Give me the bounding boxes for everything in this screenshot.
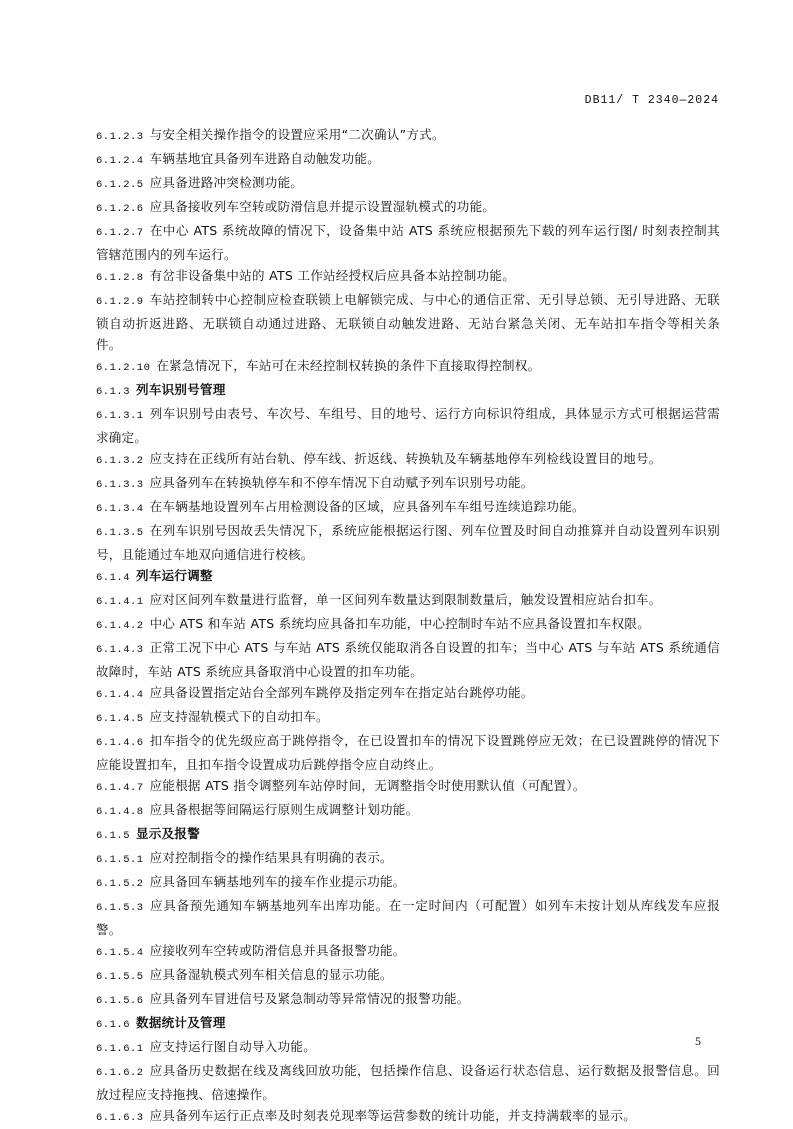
clause-paragraph bbox=[96, 895, 720, 940]
section-title: 数据统计及管理 bbox=[136, 1015, 226, 1030]
clause-text: 应对控制指令的操作结果具有明确的表示。 bbox=[149, 850, 393, 865]
clause-number: 6.1.5.5 bbox=[96, 971, 144, 983]
clause-paragraph bbox=[96, 1105, 720, 1129]
clause-text: 车辆基地宜具备列车进路自动触发功能。 bbox=[149, 151, 381, 166]
clause-paragraph bbox=[96, 196, 720, 220]
clause-paragraph bbox=[96, 682, 720, 706]
clause-number: 6.1.2.7 bbox=[96, 227, 144, 239]
clause-number: 6.1.2.5 bbox=[96, 179, 144, 191]
clause-text: 扣车指令的优先级应高于跳停指令，在已设置扣车的情况下设置跳停应无效；在已设置跳停的情况下应能设置扣车，且扣车指令设置成功后跳停指令应自动终止。 bbox=[96, 733, 720, 772]
clause-number: 6.1.2.9 bbox=[96, 296, 144, 308]
section-heading bbox=[96, 1012, 720, 1036]
clause-text: 在车辆基地设置列车占用检测设备的区域，应具备列车车组号连续追踪功能。 bbox=[149, 499, 585, 514]
clause-paragraph bbox=[96, 520, 720, 565]
clause-number: 6.1.3.5 bbox=[96, 527, 144, 539]
clause-paragraph bbox=[96, 496, 720, 520]
clause-number: 6.1.3.1 bbox=[96, 410, 144, 422]
clause-text: 应具备列车冒进信号及紧急制动等异常情况的报警功能。 bbox=[149, 991, 470, 1006]
document-code-header: DB11/ T 2340—2024 bbox=[584, 94, 719, 107]
section-heading bbox=[96, 823, 720, 847]
clause-paragraph bbox=[96, 637, 720, 682]
clause-number: 6.1.4.2 bbox=[96, 620, 144, 632]
clause-paragraph bbox=[96, 124, 720, 148]
clause-paragraph bbox=[96, 220, 720, 265]
section-title: 列车运行调整 bbox=[136, 568, 213, 583]
clause-paragraph bbox=[96, 448, 720, 472]
section-number: 6.1.6 bbox=[96, 1019, 131, 1031]
document-body bbox=[96, 124, 720, 1129]
section-number: 6.1.3 bbox=[96, 386, 131, 398]
clause-text: 在中心 ATS 系统故障的情况下，设备集中站 ATS 系统应根据预先下载的列车运行图/ 时刻表控制其管辖范围内的列车运行。 bbox=[96, 223, 720, 262]
section-number: 6.1.5 bbox=[96, 830, 131, 842]
clause-paragraph bbox=[96, 172, 720, 196]
clause-text: 应具备设置指定站台全部列车跳停及指定列车在指定站台跳停功能。 bbox=[149, 685, 534, 700]
clause-text: 应具备预先通知车辆基地列车出库功能。在一定时间内（可配置）如列车未按计划从库线发车应报警。 bbox=[96, 898, 720, 937]
clause-paragraph bbox=[96, 940, 720, 964]
clause-number: 6.1.2.10 bbox=[96, 362, 151, 374]
clause-number: 6.1.3.2 bbox=[96, 455, 144, 467]
section-title: 列车识别号管理 bbox=[136, 382, 226, 397]
section-heading bbox=[96, 565, 720, 589]
clause-text: 应接收列车空转或防滑信息并具备报警功能。 bbox=[149, 943, 406, 958]
clause-text: 有岔非设备集中站的 ATS 工作站经授权后应具备本站控制功能。 bbox=[149, 268, 516, 283]
clause-text: 应支持运行图自动导入功能。 bbox=[149, 1039, 317, 1054]
clause-number: 6.1.3.4 bbox=[96, 503, 144, 515]
clause-text: 应具备历史数据在线及离线回放功能，包括操作信息、设备运行状态信息、运行数据及报警信息。回放过程应支持拖拽、倍速操作。 bbox=[96, 1063, 720, 1102]
clause-number: 6.1.4.6 bbox=[96, 737, 144, 749]
clause-paragraph bbox=[96, 847, 720, 871]
clause-text: 应支持在正线所有站台轨、停车线、折返线、转换轨及车辆基地停车列检线设置目的地号。 bbox=[149, 451, 662, 466]
clause-number: 6.1.6.2 bbox=[96, 1067, 144, 1079]
clause-text: 与安全相关操作指令的设置应采用“二次确认”方式。 bbox=[149, 127, 445, 142]
clause-paragraph bbox=[96, 148, 720, 172]
section-heading bbox=[96, 379, 720, 403]
clause-paragraph bbox=[96, 403, 720, 448]
section-title: 显示及报警 bbox=[136, 826, 201, 841]
clause-paragraph bbox=[96, 613, 720, 637]
clause-number: 6.1.2.8 bbox=[96, 272, 144, 284]
clause-paragraph bbox=[96, 871, 720, 895]
clause-text: 在紧急情况下，车站可在未经控制权转换的条件下直接取得控制权。 bbox=[156, 358, 541, 373]
clause-text: 应具备回车辆基地列车的接车作业提示功能。 bbox=[149, 874, 406, 889]
clause-number: 6.1.6.1 bbox=[96, 1043, 144, 1055]
clause-text: 应具备湿轨模式列车相关信息的显示功能。 bbox=[149, 967, 393, 982]
clause-text: 应对区间列车数量进行监督，单一区间列车数量达到限制数量后，触发设置相应站台扣车。 bbox=[149, 592, 662, 607]
clause-number: 6.1.5.3 bbox=[96, 902, 144, 914]
clause-number: 6.1.3.3 bbox=[96, 479, 144, 491]
clause-text: 应具备根据等间隔运行原则生成调整计划功能。 bbox=[149, 802, 419, 817]
clause-paragraph bbox=[96, 589, 720, 613]
clause-number: 6.1.4.3 bbox=[96, 644, 144, 656]
section-number: 6.1.4 bbox=[96, 572, 131, 584]
clause-text: 在列车识别号因故丢失情况下，系统应能根据运行图、列车位置及时间自动推算并自动设置列车识别号，且能通过车地双向通信进行校核。 bbox=[96, 523, 720, 562]
clause-text: 车站控制转中心控制应检查联锁上电解锁完成、与中心的通信正常、无引导总锁、无引导进路、无联锁自动折返进路、无联锁自动通过进路、无联锁自动触发进路、无站台紧急关闭、无车站扣车指令等相关条件。 bbox=[96, 292, 720, 352]
clause-number: 6.1.6.3 bbox=[96, 1112, 144, 1124]
clause-paragraph bbox=[96, 799, 720, 823]
clause-text: 正常工况下中心 ATS 与车站 ATS 系统仅能取消各自设置的扣车；当中心 ATS 与车站 ATS 系统通信故障时，车站 ATS 系统应具备取消中心设置的扣车功能。 bbox=[96, 640, 720, 679]
clause-text: 应能根据 ATS 指令调整列车站停时间，无调整指令时使用默认值（可配置）。 bbox=[149, 778, 586, 793]
clause-text: 列车识别号由表号、车次号、车组号、目的地号、运行方向标识符组成，具体显示方式可根据运营需求确定。 bbox=[96, 406, 720, 445]
clause-number: 6.1.5.1 bbox=[96, 854, 144, 866]
clause-text: 应具备列车在转换轨停车和不停车情况下自动赋予列车识别号功能。 bbox=[149, 475, 534, 490]
clause-number: 6.1.5.6 bbox=[96, 995, 144, 1007]
clause-number: 6.1.4.1 bbox=[96, 596, 144, 608]
clause-number: 6.1.2.3 bbox=[96, 131, 144, 143]
clause-paragraph bbox=[96, 1036, 720, 1060]
clause-text: 应具备接收列车空转或防滑信息并提示设置湿轨模式的功能。 bbox=[149, 199, 496, 214]
clause-paragraph bbox=[96, 1060, 720, 1105]
clause-text: 应具备进路冲突检测功能。 bbox=[149, 175, 304, 190]
clause-paragraph bbox=[96, 964, 720, 988]
clause-number: 6.1.2.4 bbox=[96, 155, 144, 167]
clause-paragraph bbox=[96, 472, 720, 496]
clause-text: 应具备列车运行正点率及时刻表兑现率等运营参数的统计功能，并支持满载率的显示。 bbox=[149, 1108, 637, 1123]
clause-paragraph bbox=[96, 730, 720, 775]
clause-text: 应支持湿轨模式下的自动扣车。 bbox=[149, 709, 329, 724]
clause-paragraph bbox=[96, 265, 720, 289]
page-number: 5 bbox=[695, 1034, 701, 1048]
clause-paragraph bbox=[96, 706, 720, 730]
clause-number: 6.1.5.4 bbox=[96, 947, 144, 959]
clause-number: 6.1.4.5 bbox=[96, 713, 144, 725]
clause-number: 6.1.4.8 bbox=[96, 806, 144, 818]
clause-paragraph bbox=[96, 355, 720, 379]
clause-number: 6.1.5.2 bbox=[96, 878, 144, 890]
clause-text: 中心 ATS 和车站 ATS 系统均应具备扣车功能，中心控制时车站不应具备设置扣车权限。 bbox=[149, 616, 651, 631]
clause-paragraph bbox=[96, 289, 720, 355]
clause-paragraph bbox=[96, 775, 720, 799]
clause-paragraph bbox=[96, 988, 720, 1012]
clause-number: 6.1.2.6 bbox=[96, 203, 144, 215]
clause-number: 6.1.4.4 bbox=[96, 689, 144, 701]
clause-number: 6.1.4.7 bbox=[96, 782, 144, 794]
